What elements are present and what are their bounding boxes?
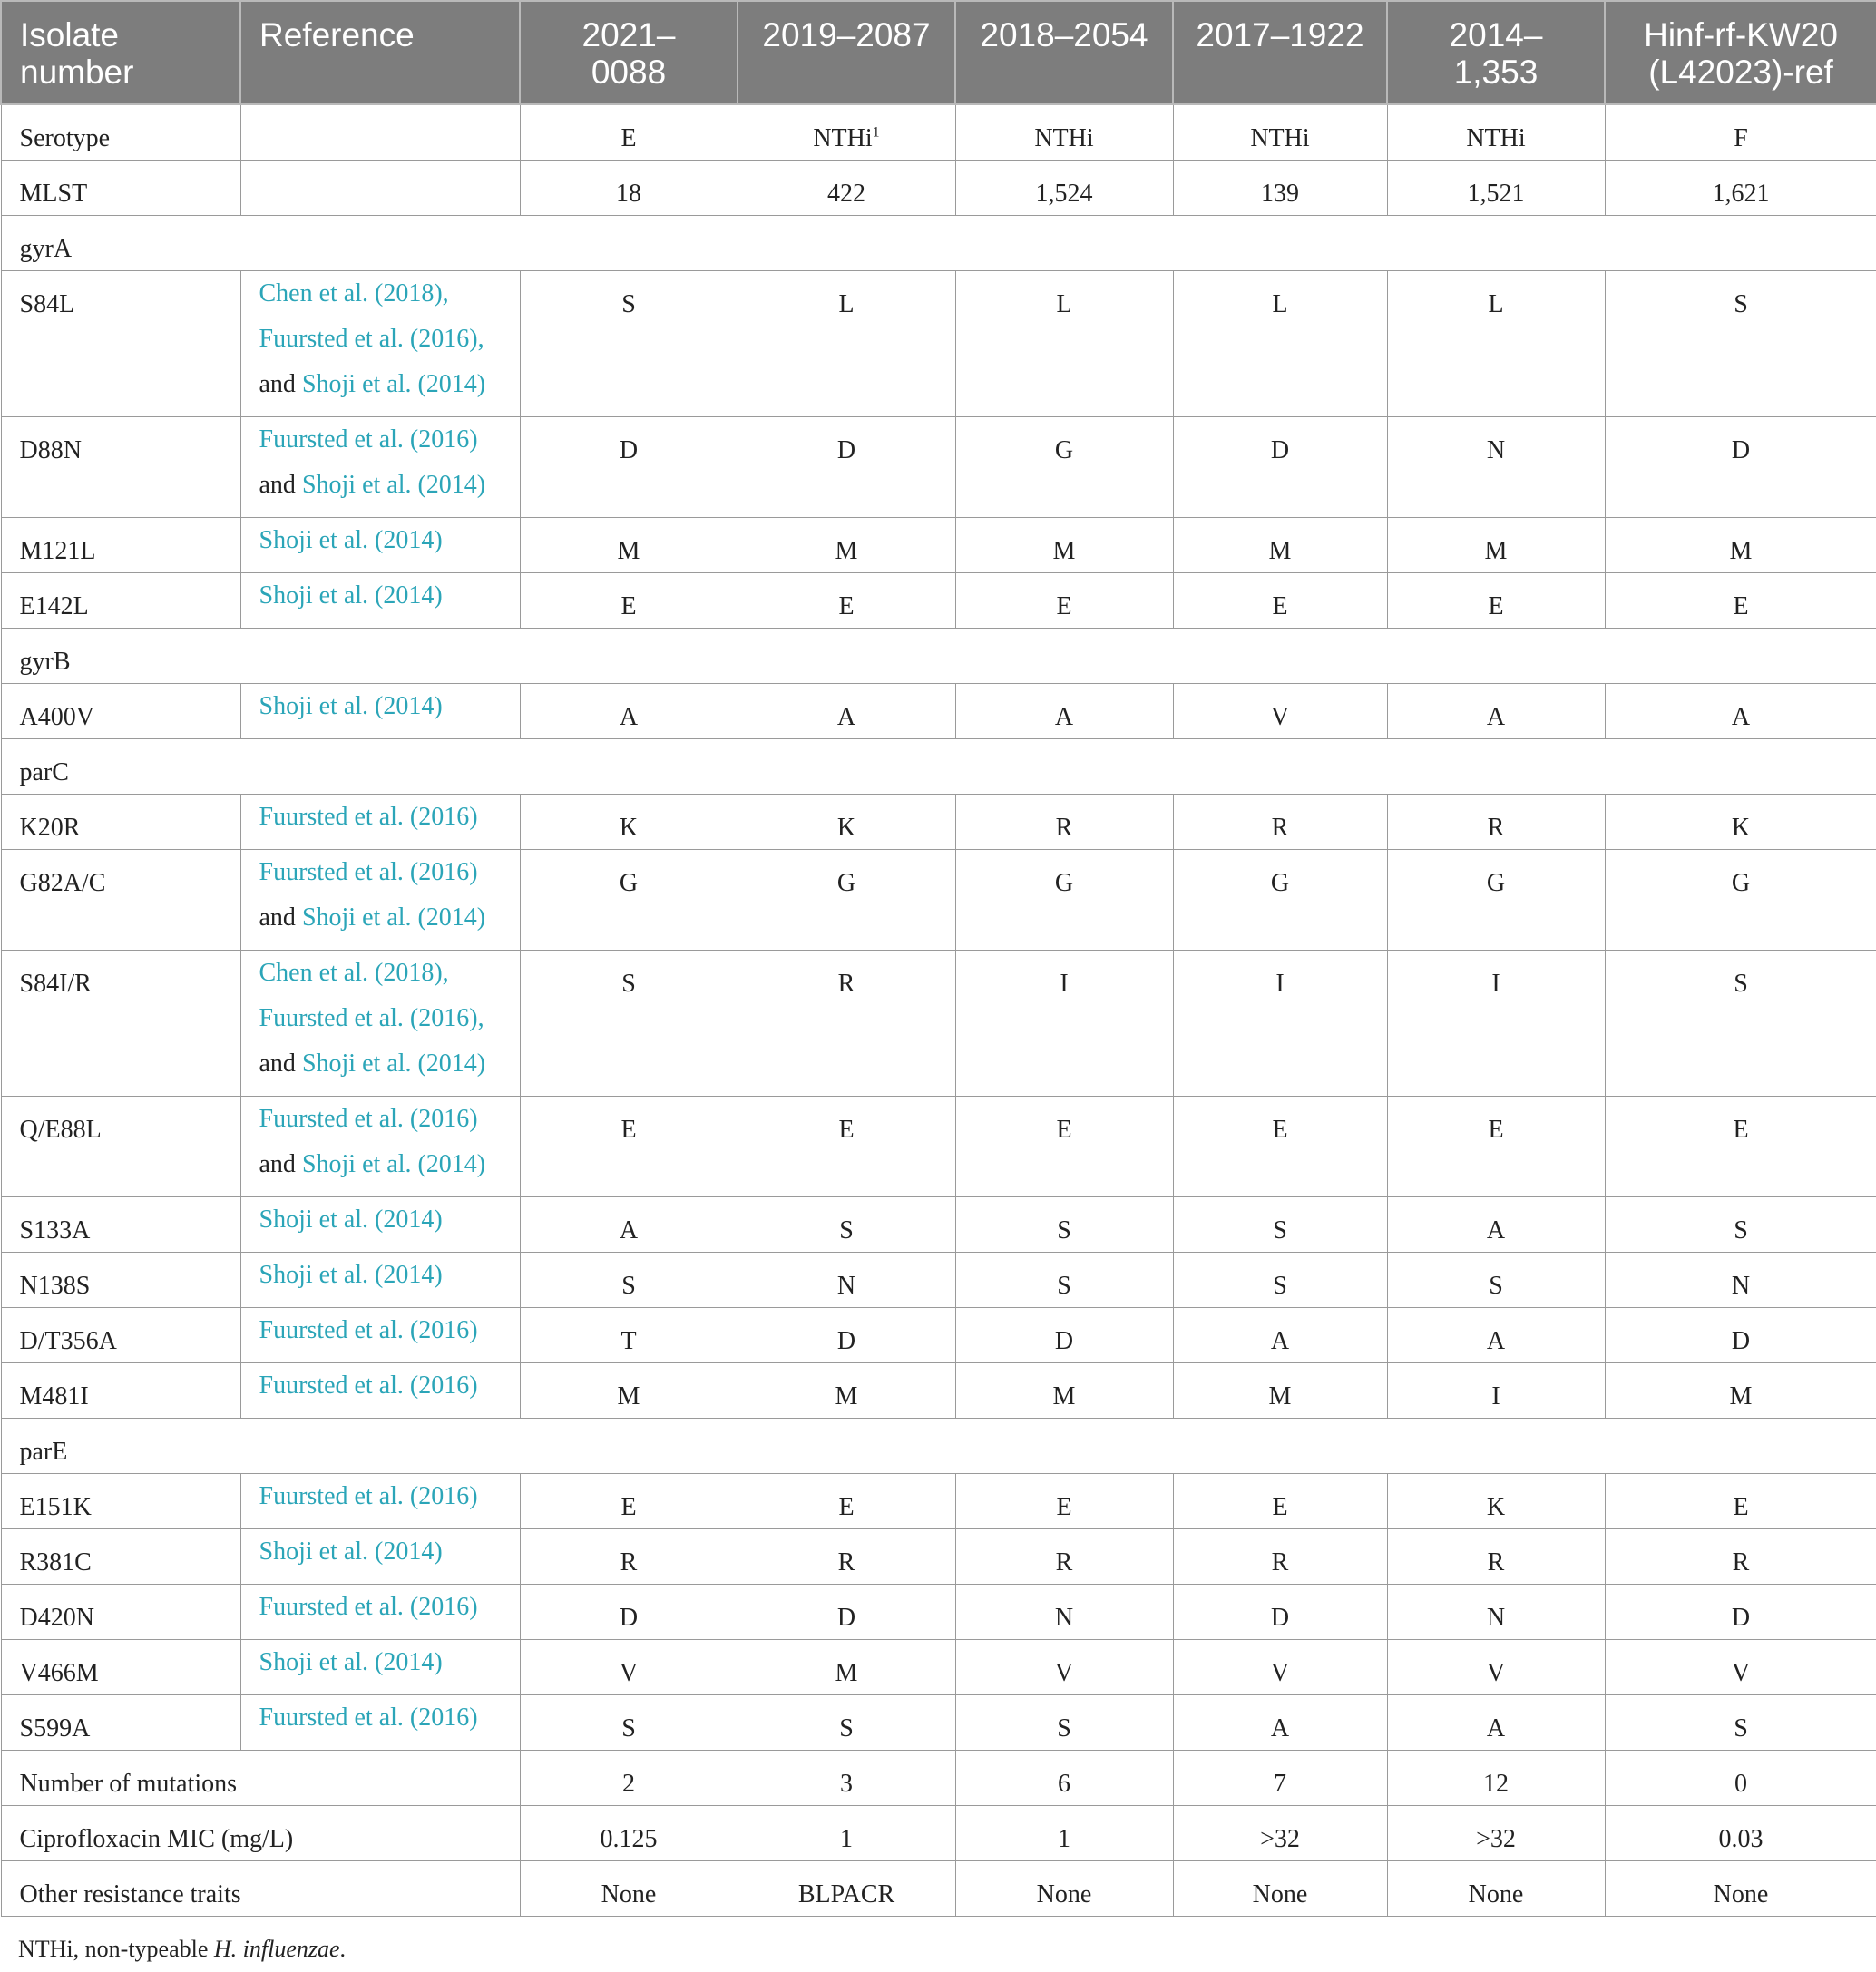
value-cell: V	[1173, 1639, 1387, 1694]
row-label: D420N	[1, 1584, 240, 1639]
value-cell: D	[1605, 416, 1876, 517]
value-cell: 1,521	[1387, 160, 1605, 215]
table-row-e142l	[1, 572, 1876, 628]
value-cell: L	[1387, 270, 1605, 416]
row-label: D/T356A	[1, 1307, 240, 1362]
value-cell: N	[1387, 1584, 1605, 1639]
value-cell: M	[955, 517, 1173, 572]
value-cell: 422	[738, 160, 955, 215]
value-cell: G	[738, 849, 955, 950]
citation-link[interactable]: Fuursted et al. (2016)	[259, 1481, 478, 1510]
reference-cell	[240, 794, 520, 849]
value-cell: A	[955, 683, 1173, 738]
value-cell: R	[1387, 1528, 1605, 1584]
value-cell: R	[1173, 794, 1387, 849]
table-row-v466m	[1, 1639, 1876, 1694]
citation-link[interactable]: Chen et al. (2018),	[259, 958, 449, 987]
gene-section-label: gyrA	[1, 215, 1876, 270]
citation-link[interactable]: Fuursted et al. (2016)	[259, 802, 478, 831]
section-row-gyrB	[1, 628, 1876, 683]
value-cell: S	[520, 1694, 738, 1750]
row-label: V466M	[1, 1639, 240, 1694]
row-label: Number of mutations	[1, 1750, 520, 1805]
table-row-n138s	[1, 1252, 1876, 1307]
citation-link[interactable]: Chen et al. (2018),	[259, 278, 449, 308]
row-label: Other resistance traits	[1, 1860, 520, 1916]
value-cell: E	[520, 1096, 738, 1196]
value-cell: 1	[738, 1805, 955, 1860]
table-row-s84ir	[1, 950, 1876, 1096]
table-row-ciprofloxacin-mic	[1, 1805, 1876, 1860]
value-cell: G	[1173, 849, 1387, 950]
value-cell: I	[1173, 950, 1387, 1096]
value-cell: S	[955, 1196, 1173, 1252]
reference-cell	[240, 517, 520, 572]
header-isolate-2014-1353: 2014– 1,353	[1387, 1, 1605, 104]
value-cell: 1,621	[1605, 160, 1876, 215]
row-label: D88N	[1, 416, 240, 517]
value-cell: E	[955, 1096, 1173, 1196]
table-row-dt356a	[1, 1307, 1876, 1362]
value-cell: A	[738, 683, 955, 738]
value-cell: E	[955, 572, 1173, 628]
section-row-gyrA	[1, 215, 1876, 270]
value-cell: A	[1387, 1307, 1605, 1362]
row-label: K20R	[1, 794, 240, 849]
value-cell: NTHi	[1173, 104, 1387, 160]
citation-link[interactable]: Shoji et al. (2014)	[259, 691, 443, 720]
value-cell: D	[738, 1307, 955, 1362]
value-cell: D	[520, 1584, 738, 1639]
table-row-number-of-mutations	[1, 1750, 1876, 1805]
value-cell: 0.125	[520, 1805, 738, 1860]
table-row-g82ac	[1, 849, 1876, 950]
value-cell: M	[520, 517, 738, 572]
value-cell: M	[955, 1362, 1173, 1418]
reference-cell	[240, 572, 520, 628]
reference-cell: Fuursted et al. (2016) and Shoji et al. (2014)	[240, 1096, 520, 1196]
value-cell: 1	[955, 1805, 1173, 1860]
row-label: M121L	[1, 517, 240, 572]
value-cell: M	[738, 517, 955, 572]
value-cell: D	[1605, 1307, 1876, 1362]
table-row-other-resistance-traits	[1, 1860, 1876, 1916]
value-cell: M	[1605, 1362, 1876, 1418]
value-cell: None	[1605, 1860, 1876, 1916]
value-cell: R	[738, 1528, 955, 1584]
reference-cell	[240, 1252, 520, 1307]
citation-link[interactable]: Shoji et al. (2014)	[259, 1537, 443, 1566]
reference-cell	[240, 1584, 520, 1639]
table-row-d88n	[1, 416, 1876, 517]
value-cell: E	[1173, 1096, 1387, 1196]
reference-cell	[240, 1196, 520, 1252]
citation-link[interactable]: Shoji et al. (2014)	[301, 369, 486, 398]
value-cell: S	[1387, 1252, 1605, 1307]
reference-cell	[240, 1639, 520, 1694]
value-cell: E	[520, 104, 738, 160]
species-name: H. influenzae	[213, 1936, 340, 1962]
header-isolate-number: Isolate number	[1, 1, 240, 104]
value-cell: E	[1173, 572, 1387, 628]
value-cell: 6	[955, 1750, 1173, 1805]
gene-section-label: gyrB	[1, 628, 1876, 683]
value-cell: E	[1173, 1473, 1387, 1528]
citation-link[interactable]: Fuursted et al. (2016)	[259, 1592, 478, 1621]
reference-cell: Chen et al. (2018), Fuursted et al. (2016), and Shoji et al. (2014)	[240, 270, 520, 416]
citation-link[interactable]: Fuursted et al. (2016),	[259, 1003, 484, 1032]
section-row-parE	[1, 1418, 1876, 1473]
value-cell: N	[955, 1584, 1173, 1639]
value-cell: S	[738, 1196, 955, 1252]
value-cell: 2	[520, 1750, 738, 1805]
value-cell: E	[738, 572, 955, 628]
value-cell: V	[520, 1639, 738, 1694]
value-cell: S	[955, 1252, 1173, 1307]
value-cell: 0.03	[1605, 1805, 1876, 1860]
value-cell: E	[520, 572, 738, 628]
header-isolate-2018-2054: 2018–2054	[955, 1, 1173, 104]
row-label: MLST	[1, 160, 240, 215]
value-cell: F	[1605, 104, 1876, 160]
value-cell: K	[1387, 1473, 1605, 1528]
value-cell: V	[1387, 1639, 1605, 1694]
citation-link[interactable]: Shoji et al. (2014)	[259, 1647, 443, 1676]
citation-link[interactable]: Shoji et al. (2014)	[259, 1205, 443, 1234]
value-cell: NTHi	[1387, 104, 1605, 160]
reference-cell	[240, 104, 520, 160]
table-row-d420n	[1, 1584, 1876, 1639]
value-cell: V	[1173, 683, 1387, 738]
value-cell: E	[520, 1473, 738, 1528]
row-label: E142L	[1, 572, 240, 628]
value-cell: K	[738, 794, 955, 849]
reference-cell	[240, 1528, 520, 1584]
reference-cell	[240, 1362, 520, 1418]
table-row-e151k	[1, 1473, 1876, 1528]
value-cell: R	[1605, 1528, 1876, 1584]
header-reference: Reference	[240, 1, 520, 104]
row-label: S84I/R	[1, 950, 240, 1096]
value-cell: >32	[1387, 1805, 1605, 1860]
value-cell: 18	[520, 160, 738, 215]
row-label: N138S	[1, 1252, 240, 1307]
reference-cell: Chen et al. (2018), Fuursted et al. (2016), and Shoji et al. (2014)	[240, 950, 520, 1096]
value-cell: S	[738, 1694, 955, 1750]
value-cell: K	[520, 794, 738, 849]
footnote-marker: 1	[872, 124, 880, 141]
value-cell: A	[1605, 683, 1876, 738]
reference-cell	[240, 683, 520, 738]
citation-link[interactable]: Shoji et al. (2014)	[301, 903, 486, 932]
row-label: S599A	[1, 1694, 240, 1750]
row-label: M481I	[1, 1362, 240, 1418]
value-cell: G	[520, 849, 738, 950]
value-cell: 139	[1173, 160, 1387, 215]
value-cell: K	[1605, 794, 1876, 849]
table-row-m121l	[1, 517, 1876, 572]
value-cell: R	[1173, 1528, 1387, 1584]
value-cell: E	[1387, 1096, 1605, 1196]
citation-link[interactable]: Fuursted et al. (2016)	[259, 1315, 478, 1344]
row-label: Ciprofloxacin MIC (mg/L)	[1, 1805, 520, 1860]
reference-cell	[240, 1694, 520, 1750]
value-cell: E	[1605, 572, 1876, 628]
header-isolate-2021-0088: 2021– 0088	[520, 1, 738, 104]
gene-section-label: parE	[1, 1418, 1876, 1473]
row-label: R381C	[1, 1528, 240, 1584]
citation-link[interactable]: Shoji et al. (2014)	[301, 1149, 486, 1178]
table-row-qe88l	[1, 1096, 1876, 1196]
value-cell: S	[1173, 1252, 1387, 1307]
value-cell: I	[1387, 1362, 1605, 1418]
value-cell: M	[1605, 517, 1876, 572]
value-cell: None	[1173, 1860, 1387, 1916]
value-cell: R	[520, 1528, 738, 1584]
value-cell: 0	[1605, 1750, 1876, 1805]
value-cell: V	[955, 1639, 1173, 1694]
value-cell: A	[1387, 1694, 1605, 1750]
value-cell: S	[1605, 1196, 1876, 1252]
row-label: E151K	[1, 1473, 240, 1528]
value-cell: E	[1605, 1096, 1876, 1196]
citation-link[interactable]: Fuursted et al. (2016)	[259, 1703, 478, 1732]
reference-cell	[240, 1307, 520, 1362]
value-cell: M	[738, 1639, 955, 1694]
value-cell: None	[1387, 1860, 1605, 1916]
value-cell: G	[1605, 849, 1876, 950]
value-cell: M	[1387, 517, 1605, 572]
value-cell: A	[520, 683, 738, 738]
table-header	[1, 1, 1876, 104]
value-cell: I	[955, 950, 1173, 1096]
citation-link[interactable]: Shoji et al. (2014)	[301, 1049, 486, 1078]
reference-cell	[240, 160, 520, 215]
value-cell: N	[1605, 1252, 1876, 1307]
citation-link[interactable]: Shoji et al. (2014)	[259, 581, 443, 610]
row-label: Q/E88L	[1, 1096, 240, 1196]
value-cell: A	[1387, 1196, 1605, 1252]
citation-link[interactable]: Fuursted et al. (2016)	[259, 1371, 478, 1400]
header-isolate-2019-2087: 2019–2087	[738, 1, 955, 104]
value-cell: E	[1605, 1473, 1876, 1528]
row-label: A400V	[1, 683, 240, 738]
table-row-s84l	[1, 270, 1876, 416]
value-cell: V	[1605, 1639, 1876, 1694]
value-cell: BLPACR	[738, 1860, 955, 1916]
value-cell: E	[1387, 572, 1605, 628]
citation-link[interactable]: Shoji et al. (2014)	[301, 470, 486, 499]
value-cell: S	[520, 1252, 738, 1307]
value-cell: L	[1173, 270, 1387, 416]
value-cell: A	[1173, 1694, 1387, 1750]
value-cell: S	[520, 950, 738, 1096]
table-row-a400v	[1, 683, 1876, 738]
value-cell: E	[738, 1096, 955, 1196]
value-cell: R	[738, 950, 955, 1096]
value-cell: D	[1605, 1584, 1876, 1639]
value-cell: L	[738, 270, 955, 416]
row-label: S133A	[1, 1196, 240, 1252]
citation-link[interactable]: Fuursted et al. (2016)	[259, 425, 478, 454]
reference-cell: Fuursted et al. (2016) and Shoji et al. (2014)	[240, 849, 520, 950]
citation-link[interactable]: Fuursted et al. (2016)	[259, 1104, 478, 1133]
value-cell: 12	[1387, 1750, 1605, 1805]
value-cell: G	[1387, 849, 1605, 950]
value-cell: N	[1387, 416, 1605, 517]
value-cell: S	[1173, 1196, 1387, 1252]
value-cell: None	[520, 1860, 738, 1916]
value-cell: None	[955, 1860, 1173, 1916]
table-row-k20r	[1, 794, 1876, 849]
table-body	[1, 104, 1876, 1916]
reference-cell: Fuursted et al. (2016) and Shoji et al. (2014)	[240, 416, 520, 517]
value-cell: 3	[738, 1750, 955, 1805]
row-label: Serotype	[1, 104, 240, 160]
value-cell: NTHi	[955, 104, 1173, 160]
value-cell: G	[955, 416, 1173, 517]
value-cell: L	[955, 270, 1173, 416]
value-cell: E	[738, 1473, 955, 1528]
table-row-m481i	[1, 1362, 1876, 1418]
table-row-serotype	[1, 104, 1876, 160]
value-cell: S	[1605, 270, 1876, 416]
value-cell: N	[738, 1252, 955, 1307]
value-cell: R	[955, 794, 1173, 849]
table-row-s133a	[1, 1196, 1876, 1252]
value-cell: D	[955, 1307, 1173, 1362]
value-cell: 1,524	[955, 160, 1173, 215]
value-cell: M	[1173, 517, 1387, 572]
value-cell: R	[955, 1528, 1173, 1584]
reference-cell	[240, 1473, 520, 1528]
value-cell: S	[1605, 1694, 1876, 1750]
citation-link[interactable]: Shoji et al. (2014)	[259, 1260, 443, 1289]
value-cell: E	[955, 1473, 1173, 1528]
value-cell: S	[520, 270, 738, 416]
gene-section-label: parC	[1, 738, 1876, 794]
value-cell: M	[1173, 1362, 1387, 1418]
value-cell: M	[520, 1362, 738, 1418]
citation-link[interactable]: Fuursted et al. (2016),	[259, 324, 484, 353]
table-row-s599a	[1, 1694, 1876, 1750]
value-cell: S	[1605, 950, 1876, 1096]
citation-link[interactable]: Fuursted et al. (2016)	[259, 857, 478, 886]
table-footnote: NTHi, non-typeable H. influenzae.	[18, 1936, 347, 1962]
table-row-mlst	[1, 160, 1876, 215]
value-cell: R	[1387, 794, 1605, 849]
table-row-r381c	[1, 1528, 1876, 1584]
value-cell: A	[1387, 683, 1605, 738]
value-cell: D	[738, 1584, 955, 1639]
value-cell: S	[955, 1694, 1173, 1750]
value-cell: A	[1173, 1307, 1387, 1362]
citation-link[interactable]: Shoji et al. (2014)	[259, 525, 443, 554]
header-reference-strain: Hinf-rf-KW20 (L42023)-ref	[1605, 1, 1876, 104]
value-cell: G	[955, 849, 1173, 950]
value-cell: >32	[1173, 1805, 1387, 1860]
header-row	[1, 1, 1876, 104]
row-label: G82A/C	[1, 849, 240, 950]
section-row-parC	[1, 738, 1876, 794]
value-cell: D	[1173, 416, 1387, 517]
value-cell: D	[738, 416, 955, 517]
value-cell: 7	[1173, 1750, 1387, 1805]
header-isolate-2017-1922: 2017–1922	[1173, 1, 1387, 104]
value-cell: NTHi$^1$	[738, 104, 955, 160]
value-cell: D	[520, 416, 738, 517]
value-cell: A	[520, 1196, 738, 1252]
value-cell: I	[1387, 950, 1605, 1096]
value-cell: D	[1173, 1584, 1387, 1639]
value-cell: T	[520, 1307, 738, 1362]
row-label: S84L	[1, 270, 240, 416]
value-cell: M	[738, 1362, 955, 1418]
